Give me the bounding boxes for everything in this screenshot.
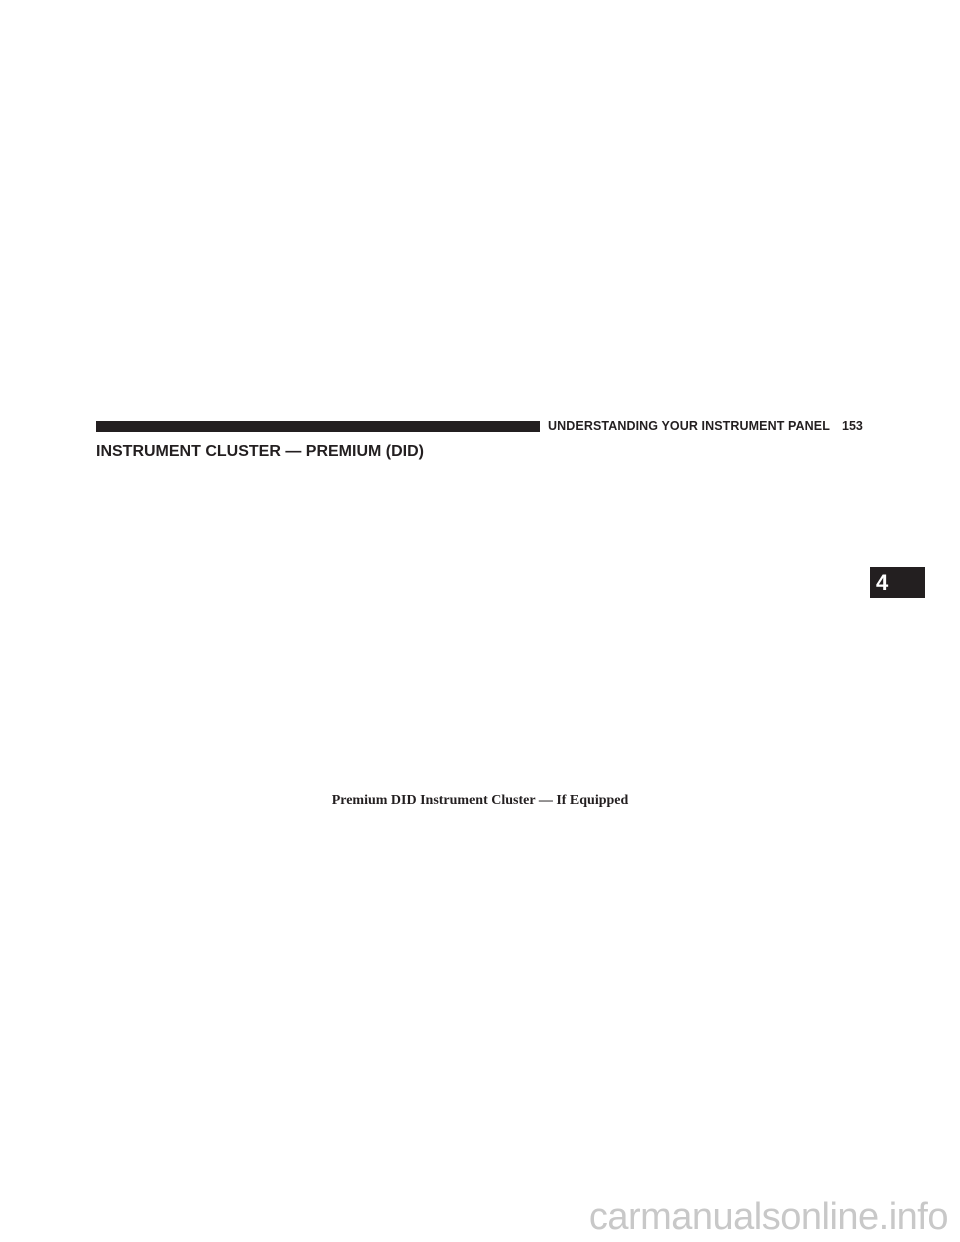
instrument-cluster-figure — [96, 468, 864, 786]
watermark: carmanualsonline.info — [588, 1196, 948, 1238]
page-number: 153 — [842, 419, 863, 433]
header-rule — [96, 421, 540, 432]
figure-caption: Premium DID Instrument Cluster — If Equipped — [331, 793, 629, 808]
section-heading: INSTRUMENT CLUSTER — PREMIUM (DID) — [96, 443, 424, 460]
chapter-number: 4 — [876, 570, 889, 595]
chapter-tab — [870, 567, 925, 598]
running-header-section: UNDERSTANDING YOUR INSTRUMENT PANEL — [548, 419, 830, 433]
